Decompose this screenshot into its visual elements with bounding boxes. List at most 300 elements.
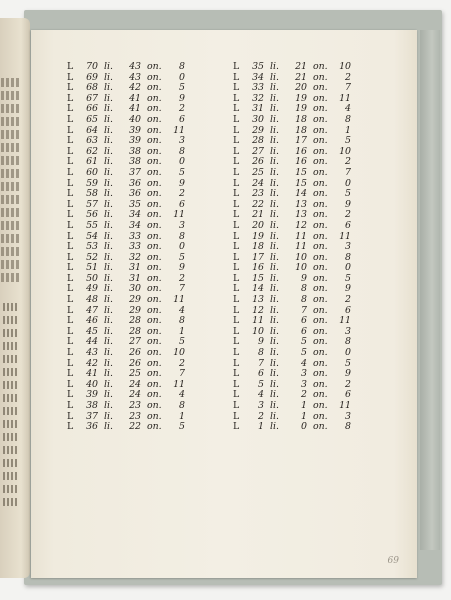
li-abbrev: li. — [270, 325, 279, 337]
li-value: 34 — [129, 209, 141, 221]
table-row — [233, 83, 351, 94]
on-abbrev: on. — [147, 219, 162, 231]
table-row — [67, 136, 185, 147]
li-value: 5 — [301, 336, 307, 348]
left-page-text-line — [1, 130, 21, 139]
on-value: 10 — [173, 347, 185, 359]
on-value: 4 — [345, 103, 351, 115]
table-column-left — [67, 62, 185, 433]
li-abbrev: li. — [270, 368, 279, 380]
li-abbrev: li. — [104, 82, 113, 94]
on-value: 8 — [345, 251, 351, 263]
left-page-number-mark — [3, 381, 17, 389]
libra-mark: L — [233, 71, 240, 83]
libra-value: 14 — [252, 283, 264, 295]
li-value: 26 — [129, 347, 141, 359]
libra-value: 20 — [252, 219, 264, 231]
on-value: 10 — [339, 61, 351, 72]
li-value: 28 — [129, 315, 141, 327]
left-page-number-mark — [3, 485, 17, 493]
libra-value: 61 — [86, 156, 98, 168]
li-abbrev: li. — [104, 251, 113, 263]
on-value: 8 — [179, 315, 185, 327]
libra-mark: L — [233, 92, 240, 104]
li-abbrev: li. — [104, 61, 113, 72]
libra-mark: L — [67, 219, 74, 231]
on-abbrev: on. — [147, 209, 162, 221]
on-value: 10 — [339, 145, 351, 157]
libra-value: 35 — [252, 61, 264, 72]
on-value: 3 — [179, 219, 185, 231]
li-abbrev: li. — [104, 135, 113, 147]
li-value: 1 — [301, 400, 307, 411]
li-value: 8 — [301, 283, 307, 295]
libra-value: 52 — [86, 251, 98, 263]
table-row — [67, 359, 185, 370]
table-row — [233, 115, 351, 126]
on-value: 2 — [345, 71, 351, 83]
left-page-text-line — [1, 260, 21, 269]
table-row — [233, 62, 351, 73]
libra-mark: L — [67, 325, 74, 337]
on-value: 0 — [345, 347, 351, 359]
libra-value: 69 — [86, 71, 98, 83]
table-column-right — [233, 62, 351, 433]
libra-mark: L — [67, 82, 74, 94]
table-row — [233, 104, 351, 115]
libra-mark: L — [67, 177, 74, 189]
libra-mark: L — [233, 378, 240, 390]
on-value: 6 — [345, 219, 351, 231]
libra-mark: L — [67, 113, 74, 125]
table-row — [67, 401, 185, 412]
li-abbrev: li. — [270, 61, 279, 72]
li-value: 12 — [295, 219, 307, 231]
on-abbrev: on. — [313, 262, 328, 274]
on-abbrev: on. — [313, 166, 328, 178]
li-value: 7 — [301, 304, 307, 316]
left-page-text-line — [1, 195, 21, 204]
left-page-text-line — [1, 169, 21, 178]
li-value: 39 — [129, 135, 141, 147]
libra-value: 19 — [252, 230, 264, 242]
li-abbrev: li. — [270, 347, 279, 359]
on-value: 11 — [173, 124, 185, 136]
on-abbrev: on. — [313, 357, 328, 369]
li-value: 38 — [129, 156, 141, 168]
on-abbrev: on. — [313, 230, 328, 242]
li-abbrev: li. — [104, 145, 113, 157]
li-value: 31 — [129, 272, 141, 284]
li-abbrev: li. — [270, 82, 279, 94]
libra-mark: L — [233, 61, 240, 72]
libra-mark: L — [233, 389, 240, 401]
on-abbrev: on. — [313, 325, 328, 337]
table-row — [233, 147, 351, 158]
libra-mark: L — [67, 368, 74, 380]
libra-mark: L — [233, 368, 240, 380]
li-abbrev: li. — [270, 198, 279, 210]
li-value: 36 — [129, 188, 141, 200]
li-value: 3 — [301, 378, 307, 390]
li-abbrev: li. — [270, 400, 279, 411]
libra-value: 6 — [258, 368, 264, 380]
table-row — [233, 274, 351, 285]
table-row — [233, 263, 351, 274]
on-value: 9 — [179, 177, 185, 189]
libra-value: 58 — [86, 188, 98, 200]
li-abbrev: li. — [104, 410, 113, 422]
on-abbrev: on. — [313, 378, 328, 390]
table-row — [67, 380, 185, 391]
libra-mark: L — [67, 230, 74, 242]
on-value: 11 — [339, 92, 351, 104]
on-abbrev: on. — [313, 82, 328, 94]
libra-mark: L — [233, 113, 240, 125]
table-row — [67, 210, 185, 221]
on-abbrev: on. — [147, 92, 162, 104]
li-abbrev: li. — [104, 315, 113, 327]
li-value: 24 — [129, 389, 141, 401]
li-value: 30 — [129, 283, 141, 295]
li-value: 23 — [129, 410, 141, 422]
li-value: 14 — [295, 188, 307, 200]
on-abbrev: on. — [313, 177, 328, 189]
libra-mark: L — [67, 400, 74, 411]
on-abbrev: on. — [313, 283, 328, 295]
on-abbrev: on. — [313, 219, 328, 231]
on-value: 2 — [345, 378, 351, 390]
libra-value: 16 — [252, 262, 264, 274]
on-abbrev: on. — [147, 400, 162, 411]
on-abbrev: on. — [147, 294, 162, 306]
left-page-text-line — [1, 117, 21, 126]
libra-value: 56 — [86, 209, 98, 221]
libra-mark: L — [233, 156, 240, 168]
li-value: 10 — [295, 251, 307, 263]
li-abbrev: li. — [104, 325, 113, 337]
libra-mark: L — [67, 61, 74, 72]
on-abbrev: on. — [313, 135, 328, 147]
libra-mark: L — [67, 198, 74, 210]
li-abbrev: li. — [104, 294, 113, 306]
libra-mark: L — [67, 135, 74, 147]
left-page-number-mark — [3, 329, 17, 337]
on-value: 9 — [179, 92, 185, 104]
on-abbrev: on. — [147, 389, 162, 401]
on-value: 1 — [179, 410, 185, 422]
li-value: 18 — [295, 113, 307, 125]
on-abbrev: on. — [147, 325, 162, 337]
libra-mark: L — [67, 251, 74, 263]
libra-value: 64 — [86, 124, 98, 136]
li-abbrev: li. — [104, 262, 113, 274]
on-abbrev: on. — [147, 241, 162, 253]
libra-value: 13 — [252, 294, 264, 306]
libra-mark: L — [233, 421, 240, 433]
on-abbrev: on. — [313, 400, 328, 411]
li-abbrev: li. — [270, 166, 279, 178]
table-row — [67, 327, 185, 338]
libra-value: 44 — [86, 336, 98, 348]
libra-value: 48 — [86, 294, 98, 306]
li-abbrev: li. — [270, 135, 279, 147]
li-value: 21 — [295, 61, 307, 72]
libra-mark: L — [233, 336, 240, 348]
li-abbrev: li. — [104, 421, 113, 433]
libra-value: 62 — [86, 145, 98, 157]
li-value: 16 — [295, 145, 307, 157]
libra-value: 68 — [86, 82, 98, 94]
table-row — [233, 412, 351, 423]
table-row — [67, 200, 185, 211]
li-value: 18 — [295, 124, 307, 136]
libra-value: 38 — [86, 400, 98, 411]
on-value: 9 — [345, 283, 351, 295]
left-page-text-line — [1, 104, 21, 113]
libra-mark: L — [233, 82, 240, 94]
libra-value: 32 — [252, 92, 264, 104]
table-row — [233, 422, 351, 433]
table-row — [233, 401, 351, 412]
on-abbrev: on. — [147, 262, 162, 274]
li-value: 10 — [295, 262, 307, 274]
libra-value: 21 — [252, 209, 264, 221]
li-abbrev: li. — [270, 315, 279, 327]
left-page-number-mark — [3, 407, 17, 415]
li-value: 19 — [295, 103, 307, 115]
table-row — [233, 179, 351, 190]
on-value: 8 — [179, 61, 185, 72]
li-abbrev: li. — [104, 241, 113, 253]
libra-mark: L — [67, 347, 74, 359]
on-abbrev: on. — [313, 241, 328, 253]
li-value: 29 — [129, 294, 141, 306]
on-value: 0 — [179, 71, 185, 83]
libra-value: 33 — [252, 82, 264, 94]
libra-value: 30 — [252, 113, 264, 125]
on-value: 5 — [179, 336, 185, 348]
on-abbrev: on. — [313, 304, 328, 316]
li-value: 35 — [129, 198, 141, 210]
li-abbrev: li. — [270, 188, 279, 200]
table-row — [67, 284, 185, 295]
libra-mark: L — [67, 103, 74, 115]
li-abbrev: li. — [104, 92, 113, 104]
table-row — [233, 189, 351, 200]
on-value: 5 — [345, 188, 351, 200]
li-value: 2 — [301, 389, 307, 401]
libra-value: 54 — [86, 230, 98, 242]
li-abbrev: li. — [270, 177, 279, 189]
li-abbrev: li. — [104, 103, 113, 115]
on-abbrev: on. — [147, 61, 162, 72]
on-value: 11 — [339, 315, 351, 327]
libra-value: 12 — [252, 304, 264, 316]
li-abbrev: li. — [270, 219, 279, 231]
libra-value: 36 — [86, 421, 98, 433]
left-page-text-line — [1, 182, 21, 191]
on-abbrev: on. — [147, 230, 162, 242]
table-row — [67, 157, 185, 168]
libra-mark: L — [233, 294, 240, 306]
table-row — [233, 210, 351, 221]
li-abbrev: li. — [270, 251, 279, 263]
on-abbrev: on. — [147, 283, 162, 295]
li-value: 43 — [129, 61, 141, 72]
table-row — [233, 73, 351, 84]
li-value: 13 — [295, 198, 307, 210]
table-row — [233, 327, 351, 338]
on-value: 9 — [345, 368, 351, 380]
libra-value: 65 — [86, 113, 98, 125]
libra-mark: L — [67, 156, 74, 168]
li-abbrev: li. — [104, 177, 113, 189]
table-row — [67, 348, 185, 359]
on-value: 0 — [345, 262, 351, 274]
table-row — [233, 221, 351, 232]
libra-mark: L — [67, 145, 74, 157]
on-abbrev: on. — [147, 124, 162, 136]
libra-value: 59 — [86, 177, 98, 189]
left-page-number-mark — [3, 459, 17, 467]
libra-value: 3 — [258, 400, 264, 411]
left-page-text-line — [1, 221, 21, 230]
table-row — [233, 369, 351, 380]
left-page-text-line — [1, 247, 21, 256]
table-row — [233, 306, 351, 317]
libra-mark: L — [233, 410, 240, 422]
libra-value: 41 — [86, 368, 98, 380]
libra-value: 23 — [252, 188, 264, 200]
table-row — [67, 221, 185, 232]
li-abbrev: li. — [104, 389, 113, 401]
li-value: 37 — [129, 166, 141, 178]
on-abbrev: on. — [313, 145, 328, 157]
libra-value: 27 — [252, 145, 264, 157]
on-value: 6 — [179, 113, 185, 125]
on-value: 7 — [179, 283, 185, 295]
table-row — [233, 94, 351, 105]
libra-mark: L — [67, 188, 74, 200]
on-value: 3 — [345, 325, 351, 337]
on-value: 6 — [345, 389, 351, 401]
li-value: 25 — [129, 368, 141, 380]
li-value: 38 — [129, 145, 141, 157]
li-abbrev: li. — [104, 272, 113, 284]
left-page-numbers — [3, 303, 17, 511]
libra-value: 17 — [252, 251, 264, 263]
table-row — [67, 295, 185, 306]
left-page-number-mark — [3, 355, 17, 363]
libra-mark: L — [67, 315, 74, 327]
table-row — [233, 200, 351, 211]
li-value: 28 — [129, 325, 141, 337]
on-abbrev: on. — [313, 368, 328, 380]
table-row — [67, 390, 185, 401]
table-row — [233, 337, 351, 348]
libra-value: 37 — [86, 410, 98, 422]
on-abbrev: on. — [147, 347, 162, 359]
libra-mark: L — [67, 283, 74, 295]
libra-value: 4 — [258, 389, 264, 401]
libra-value: 18 — [252, 241, 264, 253]
libra-mark: L — [233, 209, 240, 221]
on-value: 8 — [179, 145, 185, 157]
on-abbrev: on. — [313, 198, 328, 210]
on-value: 2 — [345, 209, 351, 221]
table-row — [67, 232, 185, 243]
libra-mark: L — [233, 357, 240, 369]
on-value: 11 — [173, 209, 185, 221]
table-row — [67, 126, 185, 137]
li-value: 13 — [295, 209, 307, 221]
li-abbrev: li. — [270, 103, 279, 115]
on-value: 3 — [179, 135, 185, 147]
li-abbrev: li. — [104, 400, 113, 411]
on-value: 5 — [345, 135, 351, 147]
li-abbrev: li. — [270, 230, 279, 242]
on-value: 2 — [179, 188, 185, 200]
table-row — [67, 62, 185, 73]
li-abbrev: li. — [104, 156, 113, 168]
li-value: 15 — [295, 166, 307, 178]
on-abbrev: on. — [147, 145, 162, 157]
libra-mark: L — [233, 304, 240, 316]
libra-mark: L — [233, 272, 240, 284]
li-value: 4 — [301, 357, 307, 369]
li-value: 6 — [301, 325, 307, 337]
on-abbrev: on. — [313, 410, 328, 422]
libra-mark: L — [67, 209, 74, 221]
libra-value: 2 — [258, 410, 264, 422]
li-abbrev: li. — [270, 389, 279, 401]
li-abbrev: li. — [270, 357, 279, 369]
on-value: 5 — [179, 166, 185, 178]
li-abbrev: li. — [104, 166, 113, 178]
libra-value: 40 — [86, 378, 98, 390]
li-value: 5 — [301, 347, 307, 359]
libra-mark: L — [67, 389, 74, 401]
li-abbrev: li. — [270, 262, 279, 274]
on-abbrev: on. — [147, 103, 162, 115]
li-value: 20 — [295, 82, 307, 94]
li-value: 39 — [129, 124, 141, 136]
libra-mark: L — [233, 262, 240, 274]
left-page-number-mark — [3, 472, 17, 480]
on-abbrev: on. — [147, 177, 162, 189]
table-row — [67, 422, 185, 433]
left-page-number-mark — [3, 433, 17, 441]
table-row — [233, 348, 351, 359]
on-value: 4 — [179, 389, 185, 401]
on-value: 8 — [179, 230, 185, 242]
left-page-text-line — [1, 78, 21, 87]
libra-mark: L — [233, 400, 240, 411]
on-abbrev: on. — [147, 156, 162, 168]
li-value: 3 — [301, 368, 307, 380]
table-row — [233, 390, 351, 401]
libra-value: 67 — [86, 92, 98, 104]
left-page-number-mark — [3, 394, 17, 402]
libra-mark: L — [67, 92, 74, 104]
li-value: 9 — [301, 272, 307, 284]
li-value: 1 — [301, 410, 307, 422]
on-abbrev: on. — [147, 378, 162, 390]
li-value: 33 — [129, 230, 141, 242]
left-page-text — [1, 78, 25, 286]
libra-value: 39 — [86, 389, 98, 401]
